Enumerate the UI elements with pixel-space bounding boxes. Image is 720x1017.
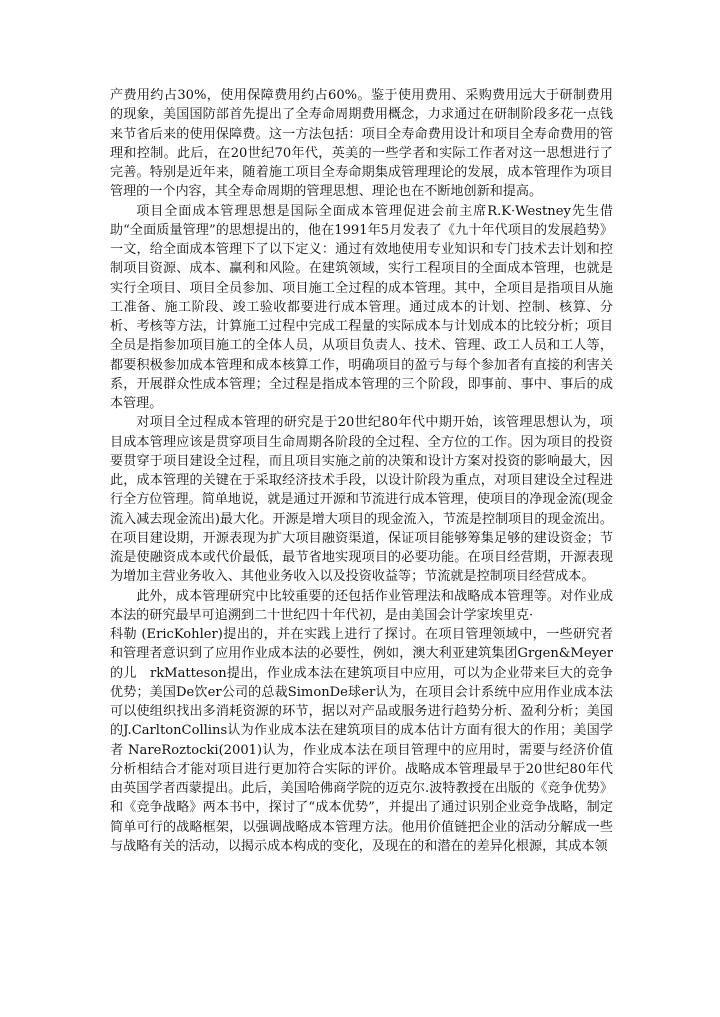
paragraph-total-cost-management: 项目全面成本管理思想是国际全面成本管理促进会前主席R.K·Westney先生借助“全面质量管理”的思想提出的，他在1991年5月发表了《九十年代项目的发展趋势》一文，给全面成本管理下了以下定义：通过有效地使用专业知识和专门技术去计划和控制项目资源、成本、赢利和风险。在建筑领域，实行工程项目的全面成本管理，也就是实行全项目、项目全员参加、项目施工全过程的成本管理。其中，全项目是指项目从施工准备、施工阶段、竣工验收都要进行成本管理。通过成本的计划、控制、核算、分析、考核等方法，计算施工过程中完成工程量的实际成本与计划成本的比较分析；项目全员是指参加项目施工的全体人员，从项目负责人、技术、管理、政工人员和工人等，都要积极参加成本管理和成本核算工作，明确项目的盈亏与每个参加者有直接的利害关系，开展群众性成本管理；全过程是指成本管理的三个阶段，即事前、事中、事后的成本管理。 bbox=[110, 203, 613, 411]
paragraph-activity-based-costing: 此外，成本管理研究中比较重要的还包括作业管理法和战略成本管理等。对作业成本法的研究最早可追溯到二十世纪四十年代初，是由美国会计学家埃里克· bbox=[110, 588, 613, 623]
paragraph-strategic-cost-management: 科勒 (EricKohler)提出的，并在实践上进行了探讨。在项目管理领域中，一些研究者和管理者意识到了应用作业成本法的必要性，例如，澳大利亚建筑集团Grgen&Meyer的儿 rkMatteson提出，作业成本法在建筑项目中应用，可以为企业带来巨大的竞争优势；美国De饮er公司的总裁SimonDe球er认为，在项目会计系统中应用作业成本法可以使组织找出多消耗资源的环节，据以对产品或服务进行趋势分析、盈利分析；美国的J.CarltonCollins认为作业成本法在建筑项目的成本估计方面有很大的作用；美国学者 NareRoztocki(2001)认为，作业成本法在项目管理中的应用时，需要与经济价值分析相结合才能对项目进行更加符合实际的评价。战略成本管理最早于20世纪80年代由英国学者西蒙提出。此后，美国哈佛商学院的迈克尔.波特教授在出版的《竞争优势》和《竞争战略》两本书中，探讨了“成本优势”，并提出了通过识别企业竞争战略，制定简单可行的战略框架，以强调战略成本管理方法。他用价值链把企业的活动分解成一些与战略有关的活动，以揭示成本构成的变化，及现在的和潜在的差异化根源，其成本领 bbox=[110, 627, 613, 854]
paragraph-lifecycle-cost: 产费用约占30%，使用保障费用约占60%。鉴于使用费用、采购费用远大于研制费用的现象，美国国防部首先提出了全寿命周期费用概念，力求通过在研制阶段多花一点钱来节省后来的使用保障费。这一方法包括：项目全寿命费用设计和项目全寿命费用的管理和控制。此后，在20世纪70年代，英美的一些学者和实际工作者对这一思想进行了完善。特别是近年来，随着施工项目全寿命期集成管理理论的发展，成本管理作为项目管理的一个内容，其全寿命周期的管理思想、理论也在不断地创新和提高。 bbox=[110, 88, 613, 200]
document-page bbox=[110, 86, 613, 856]
paragraph-whole-process-cost: 对项目全过程成本管理的研究是于20世纪80年代中期开始，该管理思想认为，项目成本管理应该是贯穿项目生命周期各阶段的全过程、全方位的工作。因为项目的投资要贯穿于项目建设全过程，而且项目实施之前的决策和设计方案对投资的影响最大，因此，成本管理的关键在于采取经济技术手段，以设计阶段为重点，对项目建设全过程进行全方位管理。简单地说，就是通过开源和节流进行成本管理，使项目的净现金流(现金流入减去现金流出)最大化。开源是增大项目的现金流入，节流是控制项目的现金流出。在项目建设期，开源表现为扩大项目融资渠道，保证项目能够筹集足够的建设资金；节流是使融资成本或代价最低，最节省地实现项目的必要功能。在项目经营期，开源表现为增加主营业务收入、其他业务收入以及投资收益等；节流就是控制项目经营成本。 bbox=[110, 415, 613, 585]
